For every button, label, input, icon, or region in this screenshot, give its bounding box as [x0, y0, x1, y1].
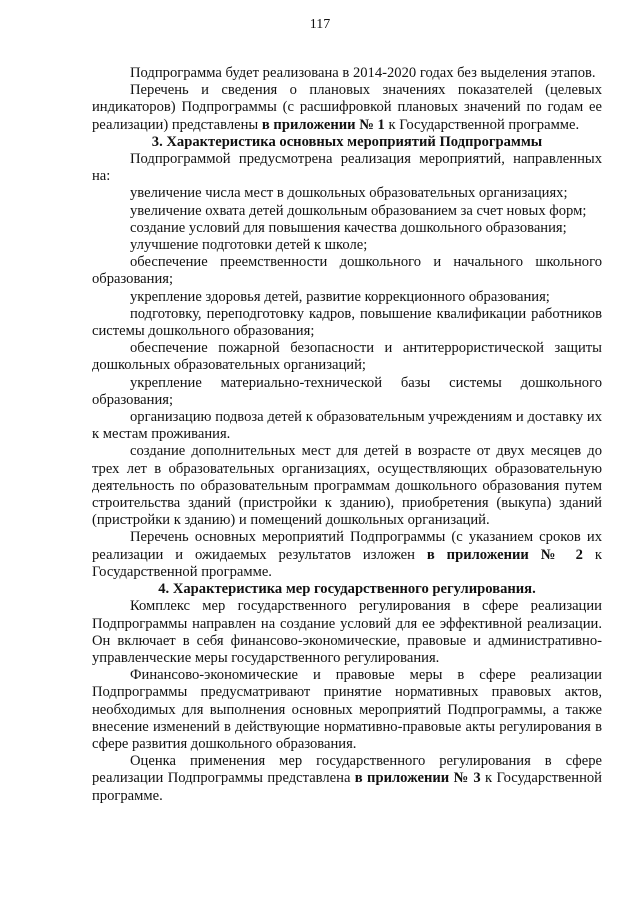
section-4-paragraph-3: [92, 753, 602, 805]
section-3-lead: Подпрограммой предусмотрена реализация мероприятий, направленных на:: [92, 151, 602, 185]
section-3-heading: 3. Характеристика основных мероприятий Подпрограммы: [151, 133, 543, 150]
measure-item: укрепление материально-технической базы системы дошкольного образования;: [92, 374, 602, 408]
intro-paragraph-1: Подпрограмма будет реализована в 2014-2020 годах без выделения этапов.: [130, 65, 596, 81]
measure-item: обеспечение преемственности дошкольного и начального школьного образования;: [92, 254, 602, 288]
section-4-paragraph-1: Комплекс мер государственного регулирования в сфере реализации Подпрограммы направлен на создание условий для ее эффективной реализации. Он включает в себя финансово-экономические, правовые и административно-управленческие меры государственного регулирования.: [92, 598, 602, 666]
measure-item: обеспечение пожарной безопасности и антитеррористической защиты дошкольных образовательных организаций;: [92, 340, 602, 374]
document-body: [92, 65, 602, 805]
measure-item: улучшение подготовки детей к школе;: [130, 237, 368, 254]
page-number: 117: [309, 17, 331, 32]
measure-item: создание условий для повышения качества дошкольного образования;: [130, 219, 567, 236]
appendix-1-reference: в приложении № 1: [261, 116, 385, 133]
section-3-closing-tail: к Государственной программе.: [92, 546, 603, 580]
measure-item: организацию подвоза детей к образовательным учреждениям и доставку их к местам проживания.: [92, 409, 602, 443]
section-3-closing-text: Перечень основных мероприятий Подпрограммы (с указанием сроков их реализации и ожидаемых результатов изложен: [92, 529, 602, 563]
measure-item: создание дополнительных мест для детей в возрасте от двух месяцев до трех лет в образовательных организациях, осуществляющих образовательную деятельность по образовательным программам дошкольного образования путем строительства зданий (пристройки к зданию), приобретения (выкупа) зданий (пристройки к зданию) и помещений дошкольных организаций.: [92, 443, 602, 529]
section-4-paragraph-2: Финансово-экономические и правовые меры в сфере реализации Подпрограммы предусматривают принятие нормативных правовых актов, необходимых для выполнения основных мероприятий Подпрограммы, а также внесение изменений в действующие нормативно-правовые акты регулирования в сфере развития дошкольного образования.: [92, 667, 602, 752]
intro-paragraph-2: [92, 82, 602, 134]
section-4-p3-tail: к Государственной программе.: [92, 770, 602, 804]
section-4-heading: 4. Характеристика мер государственного регулирования.: [158, 581, 536, 598]
appendix-2-reference: в приложении № 2: [426, 546, 583, 563]
intro-p2-text: Перечень и сведения о плановых значениях показателей (целевых индикаторов) Подпрограммы (с расшифровкой плановых значений по годам ее реализации) представлены: [92, 82, 602, 133]
measure-item: увеличение числа мест в дошкольных образовательных организациях;: [130, 185, 568, 202]
measure-item: увеличение охвата детей дошкольным образованием за счет новых форм;: [130, 202, 587, 219]
appendix-3-reference: в приложении № 3: [354, 770, 481, 787]
intro-p2-tail: к Государственной программе.: [384, 116, 580, 133]
section-3-closing: [92, 529, 602, 581]
section-4-p3-text: Оценка применения мер государственного регулирования в сфере реализации Подпрограммы представлена: [92, 753, 602, 787]
measure-item: укрепление здоровья детей, развитие коррекционного образования;: [130, 288, 550, 305]
measure-item: подготовку, переподготовку кадров, повышение квалификации работников системы дошкольного образования;: [92, 305, 602, 340]
